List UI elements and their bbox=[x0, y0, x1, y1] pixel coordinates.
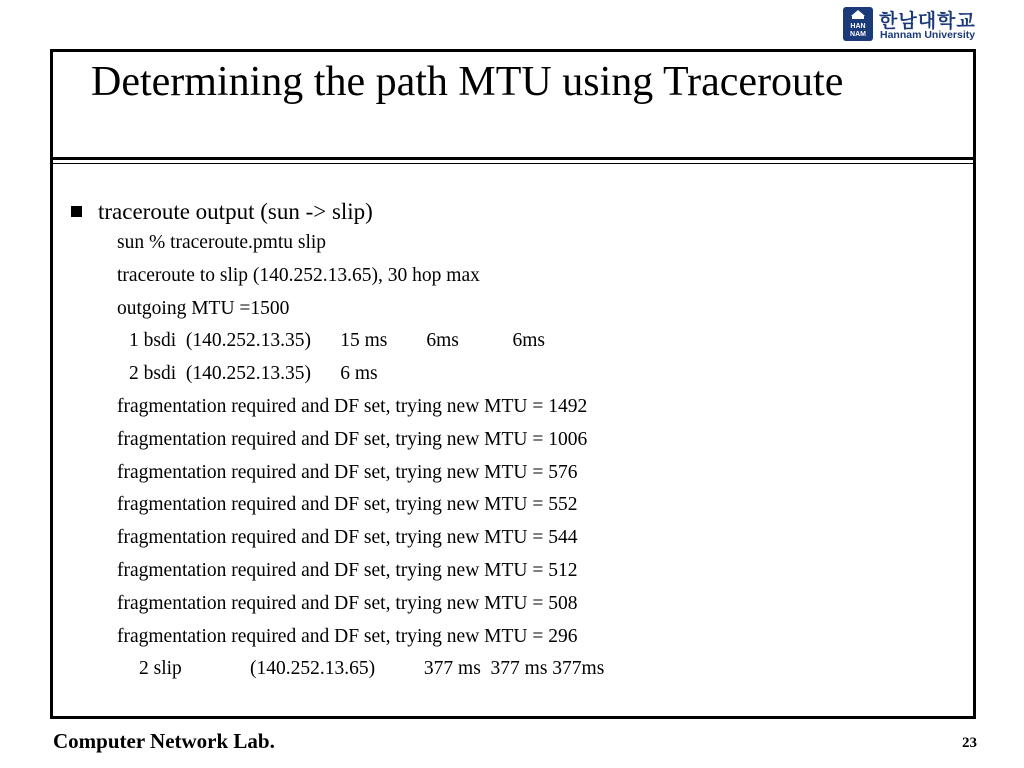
svg-text:HAN: HAN bbox=[850, 23, 866, 30]
output-line: fragmentation required and DF set, trying new MTU = 1492 bbox=[117, 396, 588, 417]
output-line: 2 bsdi (140.252.13.35) 6 ms bbox=[129, 363, 378, 384]
university-name-english: Hannam University bbox=[880, 29, 976, 41]
output-line: outgoing MTU =1500 bbox=[117, 298, 290, 319]
output-line: fragmentation required and DF set, trying new MTU = 544 bbox=[117, 527, 578, 548]
output-line: fragmentation required and DF set, trying new MTU = 508 bbox=[117, 593, 578, 614]
bullet-text: traceroute output (sun -> slip) bbox=[98, 199, 373, 224]
footer-lab-name: Computer Network Lab. bbox=[53, 729, 275, 753]
square-bullet-icon bbox=[71, 206, 82, 217]
output-line: fragmentation required and DF set, trying new MTU = 296 bbox=[117, 626, 578, 647]
bullet-item bbox=[71, 199, 373, 225]
output-line: fragmentation required and DF set, trying new MTU = 576 bbox=[117, 462, 578, 483]
svg-text:NAM: NAM bbox=[850, 31, 866, 38]
output-line: sun % traceroute.pmtu slip bbox=[117, 232, 327, 253]
output-line: fragmentation required and DF set, trying new MTU = 512 bbox=[117, 560, 578, 581]
output-line: 1 bsdi (140.252.13.35) 15 ms 6ms 6ms bbox=[129, 330, 546, 351]
slide-frame bbox=[50, 49, 976, 719]
output-line: 2 slip (140.252.13.65) 377 ms 377 ms 377ms bbox=[139, 658, 605, 679]
slide-title: Determining the path MTU using Traceroute bbox=[91, 59, 844, 105]
output-line: fragmentation required and DF set, trying new MTU = 1006 bbox=[117, 429, 588, 450]
page-number: 23 bbox=[962, 735, 977, 751]
university-logo bbox=[843, 7, 983, 43]
title-divider-thin bbox=[53, 163, 973, 164]
output-line: traceroute to slip (140.252.13.65), 30 hop max bbox=[117, 265, 480, 286]
output-line: fragmentation required and DF set, trying new MTU = 552 bbox=[117, 494, 578, 515]
university-emblem-icon bbox=[843, 7, 873, 41]
university-name-korean: 한남대학교 bbox=[879, 10, 976, 32]
title-divider bbox=[53, 157, 973, 160]
